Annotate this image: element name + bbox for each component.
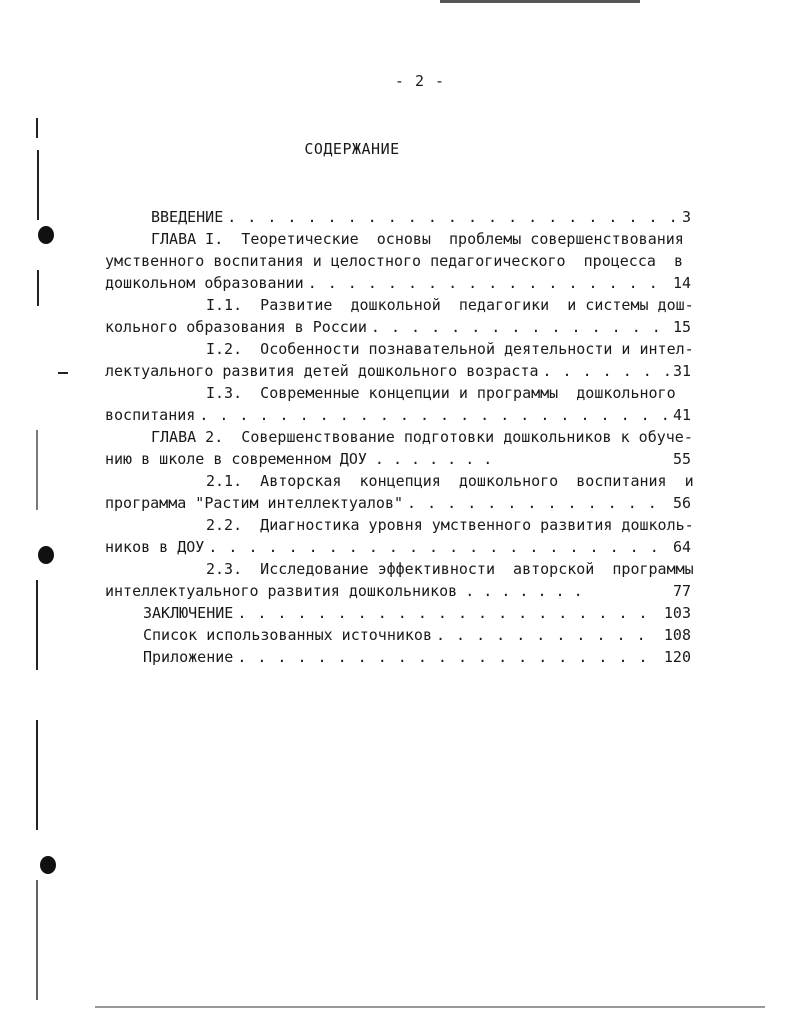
binding-mark	[37, 150, 39, 220]
toc-entry-chapter-1	[105, 228, 691, 250]
binding-hole	[40, 856, 56, 874]
binding-mark	[36, 580, 38, 670]
toc-leader	[199, 404, 669, 426]
toc-leader	[237, 646, 660, 668]
toc-entry-section-2-2-end	[105, 536, 691, 558]
toc-entry-section-2-3-end	[105, 580, 691, 602]
binding-mark	[36, 430, 38, 510]
toc-entry-label: ников в ДОУ	[105, 538, 205, 556]
toc-entry-references	[105, 624, 691, 646]
toc-entry-label: воспитания	[105, 406, 196, 424]
toc-entry-label: Список использованных источников	[143, 626, 432, 644]
top-rule	[440, 0, 640, 3]
toc-entry-label: 2.3. Исследование эффективности авторской программы	[206, 560, 694, 578]
binding-hole	[38, 226, 54, 244]
toc-entry-section-1-1	[105, 294, 694, 316]
table-of-contents	[105, 206, 694, 668]
toc-entry-label: умственного воспитания и целостного педагогического процесса в	[105, 252, 683, 270]
bottom-rule	[95, 1006, 765, 1008]
toc-entry-label: нию в школе в современном ДОУ	[105, 450, 367, 468]
toc-leader: . . . . . . .	[465, 582, 583, 600]
toc-entry-label: кольного образования в России	[105, 318, 367, 336]
toc-entry-chapter-2	[105, 426, 691, 448]
toc-leader	[407, 492, 669, 514]
toc-entry-appendix	[105, 646, 691, 668]
toc-entry-section-1-3	[105, 382, 691, 404]
binding-mark	[36, 118, 38, 138]
toc-entry-label: 2.2. Диагностика уровня умственного развития дошколь-	[206, 516, 694, 534]
toc-entry-label: ВВЕДЕНИЕ	[151, 208, 224, 226]
toc-entry-section-2-1	[105, 470, 694, 492]
toc-leader	[542, 360, 668, 382]
toc-entry-label: ЗАКЛЮЧЕНИЕ	[143, 604, 234, 622]
toc-page-number: 31	[672, 362, 691, 380]
toc-leader	[237, 602, 660, 624]
toc-entry-section-2-3	[105, 558, 694, 580]
toc-entry-label: I.3. Современные концепции и программы дошкольного	[206, 384, 676, 402]
toc-entry-section-2-2	[105, 514, 694, 536]
toc-title: СОДЕРЖАНИЕ	[304, 140, 400, 158]
toc-entry-label: программа "Растим интеллектуалов"	[105, 494, 404, 512]
toc-entry-label: ГЛАВА I. Теоретические основы проблемы совершенствования	[151, 230, 684, 248]
binding-mark	[37, 270, 39, 306]
toc-page-number: 55	[672, 450, 691, 468]
toc-entry-label: Приложение	[143, 648, 234, 666]
toc-page-number: 15	[672, 318, 691, 336]
binding-mark	[36, 880, 38, 1000]
toc-page-number: 41	[672, 406, 691, 424]
toc-entry-label: 2.1. Авторская концепция дошкольного воспитания и	[206, 472, 694, 490]
toc-leader: . . . . . . .	[374, 450, 493, 468]
toc-entry-label: лектуального развития детей дошкольного возраста	[105, 362, 539, 380]
toc-entry-chapter-1-cont	[105, 250, 691, 272]
toc-entry-label: I.1. Развитие дошкольной педагогики и системы дош-	[206, 296, 694, 314]
toc-leader	[208, 536, 669, 558]
toc-page-number: 108	[663, 626, 691, 644]
toc-leader	[308, 272, 669, 294]
toc-entry-section-1-2-end	[105, 360, 691, 382]
toc-page-number: 120	[663, 648, 691, 666]
toc-entry-introduction	[105, 206, 691, 228]
toc-page-number: 64	[672, 538, 691, 556]
toc-entry-section-1-1-end	[105, 316, 691, 338]
toc-page-number: 103	[663, 604, 691, 622]
toc-entry-section-2-1-end	[105, 492, 691, 514]
toc-entry-section-1-3-end	[105, 404, 691, 426]
toc-entry-label: интеллектуального развития дошкольников	[105, 582, 458, 600]
binding-mark	[58, 372, 68, 374]
toc-entry-conclusion	[105, 602, 691, 624]
toc-entry-section-1-2	[105, 338, 694, 360]
toc-page-number: 14	[672, 274, 691, 292]
binding-mark	[36, 720, 38, 830]
toc-page-number: 3	[681, 208, 691, 226]
page-number: - 2 -	[394, 72, 446, 90]
toc-page-number: 77	[672, 582, 691, 600]
toc-leader	[227, 206, 678, 228]
toc-entry-chapter-2-end	[105, 448, 691, 470]
toc-entry-label: I.2. Особенности познавательной деятельности и интел-	[206, 340, 694, 358]
toc-leader	[371, 316, 669, 338]
toc-entry-label: ГЛАВА 2. Совершенствование подготовки дошкольников к обуче-	[151, 428, 693, 446]
toc-entry-chapter-1-end	[105, 272, 691, 294]
toc-page-number: 56	[672, 494, 691, 512]
toc-leader	[436, 624, 660, 646]
binding-hole	[38, 546, 54, 564]
toc-entry-label: дошкольном образовании	[105, 274, 304, 292]
